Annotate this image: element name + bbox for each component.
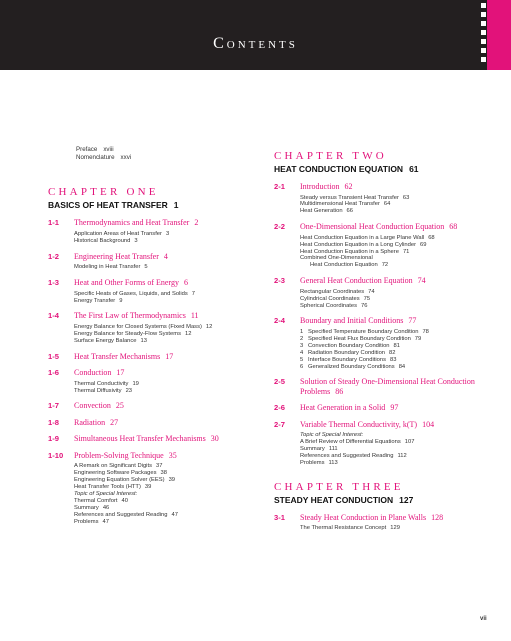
subsection-title: Multidimensional Heat Transfer <box>300 201 380 208</box>
chapter-page: 61 <box>409 164 419 174</box>
section-entry <box>274 420 499 467</box>
subsection-page: 81 <box>393 342 400 349</box>
section-number: 2-3 <box>274 276 285 286</box>
section-page: 4 <box>163 251 168 261</box>
subsection-title: Generalized Boundary Conditions <box>308 363 395 370</box>
subsection-entry[interactable] <box>300 460 499 467</box>
subsection-entry[interactable] <box>300 439 499 446</box>
section-body <box>300 182 499 215</box>
subsection-entry[interactable] <box>300 289 499 296</box>
subsection-title: Surface Energy Balance <box>74 337 137 344</box>
subsection-title: The Thermal Resistance Concept <box>300 525 387 532</box>
subsection-page: 107 <box>404 439 415 446</box>
chapter-title-text: BASICS OF HEAT TRANSFER <box>48 200 168 211</box>
section-body <box>74 252 263 271</box>
subsection-entry[interactable] <box>74 463 263 470</box>
subsection-page: 5 <box>144 264 148 271</box>
subsection-page: 79 <box>414 335 422 342</box>
subsection-page: 63 <box>402 194 410 201</box>
section-entry <box>274 182 499 215</box>
section-number: 2-5 <box>274 377 285 387</box>
subsection-title: References and Suggested Reading <box>74 511 168 518</box>
subsection-list <box>74 291 263 305</box>
subsection-page: 68 <box>428 234 435 241</box>
section-link[interactable] <box>74 278 263 288</box>
section-entry <box>48 278 263 304</box>
subsection-entry[interactable] <box>300 201 499 208</box>
subsection-entry[interactable] <box>74 477 263 484</box>
subsection-list <box>300 329 499 370</box>
subsection-number: 4 <box>300 349 304 356</box>
subsection-page: 39 <box>144 484 152 491</box>
section-link[interactable] <box>300 276 499 286</box>
subsection-page: 76 <box>361 302 368 309</box>
subsection-title: Spherical Coordinates <box>300 302 358 309</box>
section-body <box>74 352 263 362</box>
section-body <box>300 377 499 396</box>
subsection-page: 83 <box>389 356 397 363</box>
subsection-page: 40 <box>121 498 128 504</box>
chapter-three <box>274 481 499 532</box>
section-number: 1-1 <box>48 218 59 228</box>
dot-strip <box>481 3 487 66</box>
subsection-number: 5 <box>300 356 304 363</box>
subsection-title: Modeling in Heat Transfer <box>74 264 141 271</box>
subsection-page: 39 <box>168 477 176 484</box>
section-page: 30 <box>210 434 219 444</box>
section-page: 35 <box>168 450 177 460</box>
subsection-title: Radiation Boundary Condition <box>308 349 386 356</box>
section-page: 17 <box>116 368 125 378</box>
section-link[interactable] <box>300 182 499 192</box>
subsection-entry[interactable] <box>300 364 499 371</box>
section-number: 1-7 <box>48 401 59 411</box>
subsection-page: 9 <box>119 297 123 304</box>
section-page: 62 <box>344 182 353 191</box>
section-entry <box>48 352 263 362</box>
subsection-title: Thermal Comfort <box>74 498 118 504</box>
section-page: 6 <box>183 278 188 288</box>
subsection-entry[interactable] <box>74 498 263 505</box>
subsection-title: Combined One-Dimensional <box>300 255 373 262</box>
subsection-entry[interactable] <box>74 519 263 526</box>
subsection-entry[interactable] <box>74 484 263 491</box>
chapter-title-text: STEADY HEAT CONDUCTION <box>274 494 394 505</box>
page-title: Contents <box>213 35 298 52</box>
subsection-entry[interactable] <box>300 343 499 350</box>
subsection-list <box>74 324 263 345</box>
subsection-title: Problems <box>74 518 99 525</box>
subsection-title: Application Areas of Heat Transfer <box>74 230 162 237</box>
chapter-title[interactable] <box>274 164 499 174</box>
section-number: 1-9 <box>48 434 59 444</box>
right-column <box>274 150 499 532</box>
subsection-list <box>300 195 499 216</box>
subsection-page: 12 <box>184 330 192 337</box>
section-entry <box>274 377 499 396</box>
subsection-entry[interactable] <box>74 298 263 305</box>
subsection-page: 71 <box>402 248 410 255</box>
section-link[interactable] <box>74 401 263 411</box>
subsection-entry[interactable] <box>300 446 499 453</box>
subsection-title: A Remark on Significant Digits <box>74 463 152 470</box>
subsection-entry[interactable] <box>300 453 499 460</box>
subsection-page: 111 <box>328 446 338 453</box>
subsection-list <box>300 235 499 270</box>
subsection-list <box>74 463 263 525</box>
subsection-entry[interactable] <box>74 238 263 245</box>
section-link[interactable] <box>300 403 499 413</box>
section-body <box>74 418 263 428</box>
subsection-page: 129 <box>390 525 400 532</box>
chapter-title[interactable] <box>48 200 263 210</box>
subsection-entry[interactable] <box>300 235 499 242</box>
section-body <box>300 403 499 413</box>
section-page: 104 <box>422 419 435 429</box>
section-entry <box>48 451 263 526</box>
section-page: 11 <box>190 311 199 321</box>
section-title: Engineering Heat Transfer <box>74 251 159 261</box>
front-matter-item[interactable]: Preface xviii <box>76 146 114 153</box>
subsection-title: Specified Temperature Boundary Condition <box>308 328 419 335</box>
section-title: Problem-Solving Technique <box>74 450 164 460</box>
subsection-page: 74 <box>368 288 375 295</box>
section-title: Thermodynamics and Heat Transfer <box>74 218 190 228</box>
chapter-title-text: HEAT CONDUCTION EQUATION <box>274 164 404 174</box>
subsection-entry[interactable] <box>300 262 499 269</box>
page-number: vii <box>480 616 487 622</box>
subsection-list <box>74 381 263 395</box>
section-number: 1-3 <box>48 278 59 288</box>
section-body <box>74 401 263 411</box>
subsection-entry[interactable] <box>300 303 499 310</box>
chapter-two <box>274 150 499 467</box>
subsection-entry[interactable] <box>74 338 263 345</box>
subsection-title: Interface Boundary Conditions <box>308 356 386 363</box>
subsection-page: 82 <box>389 349 396 356</box>
subsection-page: 38 <box>160 470 167 477</box>
subsection-title: Topic of Special Interest: <box>74 491 138 498</box>
chapter-page: 1 <box>173 200 179 211</box>
section-link[interactable] <box>74 311 263 321</box>
subsection-entry[interactable] <box>300 208 499 215</box>
section-number: 1-6 <box>48 368 59 378</box>
section-entry <box>274 276 499 309</box>
subsection-number: 6 <box>300 363 304 370</box>
section-page: 25 <box>115 401 124 411</box>
subsection-list <box>74 264 263 271</box>
subsection-title: Engineering Equation Solver (EES) <box>74 477 165 484</box>
subsection-title: Rectangular Coordinates <box>300 288 365 295</box>
section-link[interactable] <box>74 418 263 428</box>
pink-accent-tab <box>487 0 511 70</box>
subsection-title: Summary <box>74 504 99 511</box>
section-page: 27 <box>110 417 119 427</box>
section-page: 77 <box>408 316 417 326</box>
left-column <box>48 146 263 526</box>
subsection-page: 84 <box>398 363 406 370</box>
section-entry <box>274 222 499 269</box>
subsection-title: Summary <box>300 446 325 453</box>
subsection-entry[interactable] <box>300 329 499 336</box>
section-link[interactable] <box>74 352 263 362</box>
subsection-title: Topic of Special Interest: <box>300 432 364 439</box>
section-entry <box>48 401 263 411</box>
section-title: The First Law of Thermodynamics <box>74 311 186 321</box>
section-entry <box>48 434 263 444</box>
section-title: Heat Generation in a Solid <box>300 403 386 413</box>
subsection-page: 3 <box>165 230 170 237</box>
section-body <box>300 420 499 467</box>
subsection-page: 113 <box>328 460 338 467</box>
section-body <box>74 434 263 444</box>
subsection-page: 7 <box>191 290 195 297</box>
section-body <box>74 218 263 244</box>
section-page: 17 <box>165 351 174 361</box>
section-title: Simultaneous Heat Transfer Mechanisms <box>74 434 206 444</box>
section-number: 1-8 <box>48 417 59 427</box>
subsection-entry[interactable] <box>74 291 263 298</box>
section-body <box>74 278 263 304</box>
section-body <box>300 513 499 532</box>
chapter-label: CHAPTER THREE <box>274 480 404 493</box>
section-entry <box>48 218 263 244</box>
subsection-page: 13 <box>140 337 147 344</box>
section-body <box>300 316 499 370</box>
section-number: 2-1 <box>274 182 285 191</box>
subsection-page: 75 <box>363 295 371 302</box>
subsection-entry[interactable] <box>300 255 499 262</box>
subsection-title: References and Suggested Reading <box>300 453 394 460</box>
section-link[interactable] <box>74 434 263 444</box>
section-body <box>300 276 499 309</box>
section-link[interactable] <box>300 222 499 232</box>
section-title: Variable Thermal Conductivity, k(T) <box>300 419 418 429</box>
subsection-page: 37 <box>155 463 163 470</box>
section-title: Conduction <box>74 368 112 378</box>
subsection-page: 19 <box>132 380 139 387</box>
subsection-page: 47 <box>102 518 109 525</box>
subsection-number: 1 <box>300 328 304 335</box>
subsection-title: Thermal Diffusivity <box>74 387 122 394</box>
section-title: Solution of Steady One-Dimensional Heat Conduction Problems <box>300 377 475 396</box>
section-page: 86 <box>335 386 344 396</box>
section-title: Introduction <box>300 182 340 191</box>
section-number: 3-1 <box>274 512 285 522</box>
subsection-page: 69 <box>420 241 427 248</box>
section-title: Boundary and Initial Conditions <box>300 316 404 326</box>
subsection-entry[interactable] <box>300 350 499 357</box>
subsection-page: 46 <box>102 504 110 511</box>
subsection-entry[interactable] <box>300 432 499 439</box>
subsection-entry[interactable] <box>300 296 499 303</box>
section-title: Convection <box>74 401 111 411</box>
section-entry <box>48 252 263 271</box>
subsection-entry[interactable] <box>300 242 499 249</box>
subsection-title: Convection Boundary Condition <box>308 342 390 349</box>
subsection-list <box>300 432 499 467</box>
subsection-title: Heat Generation <box>300 208 343 215</box>
subsection-entry[interactable] <box>300 195 499 202</box>
chapter-page: 127 <box>399 494 414 505</box>
subsection-title: Energy Balance for Steady-Flow Systems <box>74 330 181 337</box>
subsection-entry[interactable] <box>74 470 263 477</box>
subsection-entry[interactable] <box>74 505 263 512</box>
subsection-entry[interactable] <box>74 512 263 519</box>
subsection-page: 72 <box>381 262 389 269</box>
chapter-title[interactable] <box>274 495 499 505</box>
section-page: 74 <box>417 276 426 286</box>
subsection-page: 3 <box>134 237 138 244</box>
section-link[interactable] <box>74 451 263 461</box>
section-number: 1-5 <box>48 351 59 361</box>
section-page: 2 <box>194 218 199 228</box>
section-number: 2-2 <box>274 222 285 232</box>
chapter-one <box>48 186 263 525</box>
subsection-page: 112 <box>397 453 407 460</box>
section-body <box>300 222 499 269</box>
subsection-title: Specific Heats of Gases, Liquids, and Solids <box>74 290 188 297</box>
subsection-entry[interactable] <box>74 381 263 388</box>
subsection-title: Specified Heat Flux Boundary Condition <box>308 335 411 342</box>
subsection-entry[interactable] <box>300 525 499 532</box>
contents-banner <box>0 0 511 70</box>
section-link[interactable] <box>74 252 263 262</box>
subsection-title: Heat Transfer Tools (HTT) <box>74 484 141 491</box>
section-body <box>74 451 263 526</box>
section-link[interactable] <box>74 218 263 228</box>
section-title: Heat and Other Forms of Energy <box>74 278 179 288</box>
subsection-title: Heat Conduction Equation <box>310 262 378 269</box>
subsection-page: 12 <box>205 323 213 330</box>
section-link[interactable] <box>300 513 499 523</box>
section-entry <box>274 316 499 370</box>
section-link[interactable] <box>300 420 499 430</box>
section-body <box>74 368 263 394</box>
section-number: 1-10 <box>48 450 64 460</box>
subsection-entry[interactable] <box>300 249 499 256</box>
section-number: 2-4 <box>274 316 285 326</box>
section-number: 1-4 <box>48 311 59 321</box>
section-entry <box>48 368 263 394</box>
section-title: General Heat Conduction Equation <box>300 276 413 286</box>
subsection-page: 64 <box>383 201 391 208</box>
section-body <box>74 311 263 344</box>
subsection-title: A Brief Review of Differential Equations <box>300 439 401 446</box>
subsection-list <box>300 289 499 310</box>
subsection-entry[interactable] <box>74 231 263 238</box>
subsection-page: 66 <box>346 208 353 215</box>
subsection-page: 23 <box>125 387 133 394</box>
section-entry <box>274 403 499 413</box>
subsection-entry[interactable] <box>74 324 263 331</box>
section-title: Steady Heat Conduction in Plane Walls <box>300 512 427 522</box>
front-matter-item[interactable]: Nomenclature xxvi <box>76 154 132 162</box>
section-title: One-Dimensional Heat Conduction Equation <box>300 222 445 232</box>
subsection-title: Heat Conduction Equation in a Large Plane Wall <box>300 234 425 241</box>
subsection-number: 3 <box>300 342 304 349</box>
subsection-title: Energy Balance for Closed Systems (Fixed Mass) <box>74 323 202 330</box>
subsection-entry[interactable] <box>74 491 263 498</box>
subsection-entry[interactable] <box>74 388 263 395</box>
subsection-entry[interactable] <box>300 357 499 364</box>
subsection-title: Problems <box>300 460 325 467</box>
subsection-entry[interactable] <box>74 331 263 338</box>
chapter-label: CHAPTER ONE <box>48 186 159 199</box>
section-entry <box>48 418 263 428</box>
section-link[interactable] <box>74 368 263 378</box>
section-entry <box>48 311 263 344</box>
section-number: 1-2 <box>48 251 59 261</box>
subsection-title: Energy Transfer <box>74 297 116 304</box>
section-page: 68 <box>449 222 458 232</box>
section-number: 2-6 <box>274 403 285 413</box>
front-matter <box>76 146 263 162</box>
subsection-title: Heat Conduction Equation in a Long Cylinder <box>300 241 417 248</box>
subsection-title: Thermal Conductivity <box>74 380 129 387</box>
subsection-page: 78 <box>422 328 429 335</box>
subsection-page: 47 <box>171 511 178 518</box>
subsection-entry[interactable] <box>74 264 263 271</box>
section-page: 128 <box>431 512 444 522</box>
section-title: Heat Transfer Mechanisms <box>74 351 161 361</box>
section-link[interactable] <box>300 316 499 326</box>
section-title: Radiation <box>74 417 106 427</box>
subsection-list <box>300 525 499 532</box>
section-page: 97 <box>390 403 399 413</box>
subsection-list <box>74 231 263 245</box>
section-link[interactable] <box>300 377 499 396</box>
subsection-title: Heat Conduction Equation in a Sphere <box>300 248 399 255</box>
section-entry <box>274 513 499 532</box>
subsection-title: Cylindrical Coordinates <box>300 295 360 302</box>
chapter-label: CHAPTER TWO <box>274 150 387 162</box>
section-number: 2-7 <box>274 419 285 429</box>
subsection-entry[interactable] <box>300 336 499 343</box>
subsection-number: 2 <box>300 335 304 342</box>
subsection-title: Historical Background <box>74 237 131 244</box>
subsection-title: Engineering Software Packages <box>74 470 157 477</box>
subsection-title: Steady versus Transient Heat Transfer <box>300 194 399 201</box>
